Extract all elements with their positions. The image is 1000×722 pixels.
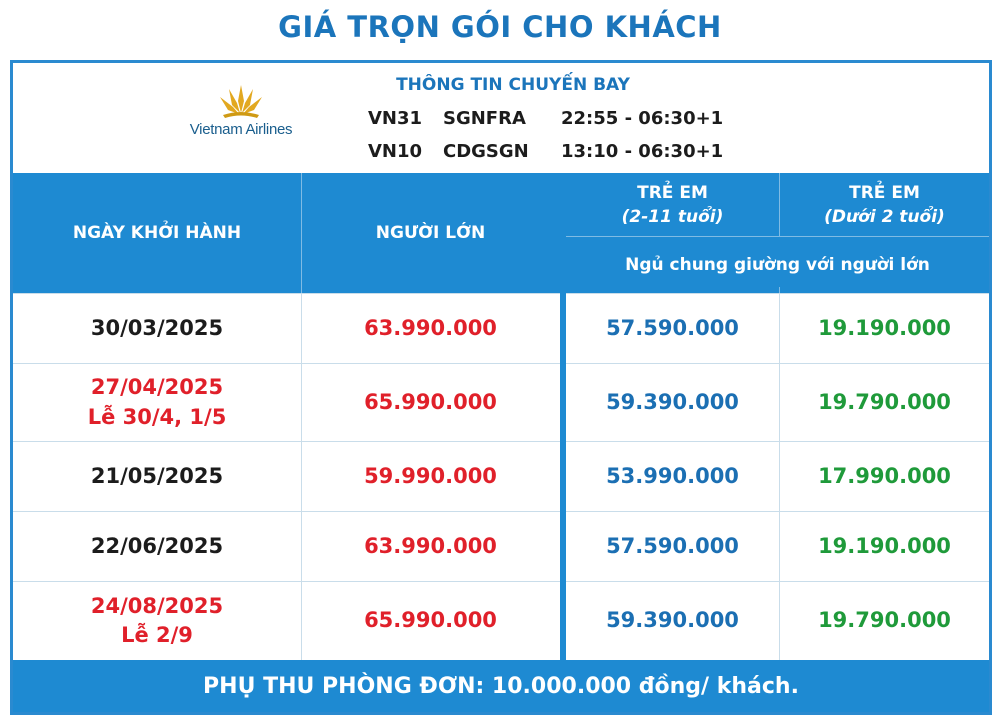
airline-logo xyxy=(171,83,311,153)
price-table-frame xyxy=(10,60,992,715)
table-row xyxy=(13,511,989,581)
header-sep xyxy=(566,236,989,237)
holiday-note: Lễ 2/9 xyxy=(121,623,193,647)
table-row xyxy=(13,581,989,660)
flight-route: SGNFRA xyxy=(443,108,526,129)
header-child-age: (2-11 tuổi) xyxy=(621,206,724,227)
header-sep xyxy=(779,173,780,236)
header-divider xyxy=(559,173,566,293)
date-cell xyxy=(13,294,301,363)
date: 27/04/2025 xyxy=(90,375,224,400)
flight-info xyxy=(13,63,989,173)
flight-code: VN31 xyxy=(368,108,423,129)
child-price: 53.990.000 xyxy=(606,463,739,488)
infant-price: 19.790.000 xyxy=(818,608,951,633)
header-shared-bed: Ngủ chung giường với người lớn xyxy=(566,237,989,293)
infant-price: 19.790.000 xyxy=(818,389,951,414)
child-price: 59.390.000 xyxy=(606,389,739,414)
page-title: GIÁ TRỌN GÓI CHO KHÁCH xyxy=(278,10,722,44)
date-cell xyxy=(13,364,301,441)
column-divider xyxy=(301,293,302,660)
date-cell xyxy=(13,512,301,581)
child-price: 57.590.000 xyxy=(606,315,739,340)
adult-price: 59.990.000 xyxy=(364,463,497,488)
flight-route: CDGSGN xyxy=(443,141,529,162)
header-infant xyxy=(780,173,989,236)
airline-name: Vietnam Airlines xyxy=(189,121,293,138)
single-room-surcharge: PHỤ THU PHÒNG ĐƠN: 10.000.000 đồng/ khách. xyxy=(13,660,989,712)
date: 30/03/2025 xyxy=(90,315,224,340)
date-cell xyxy=(13,582,301,660)
header-infant-age: (Dưới 2 tuổi) xyxy=(824,206,945,227)
adult-price: 63.990.000 xyxy=(364,533,497,558)
adult-price: 65.990.000 xyxy=(364,389,497,414)
column-divider-thick xyxy=(560,293,566,660)
table-row xyxy=(13,363,989,441)
header-adult: NGƯỜI LỚN xyxy=(302,173,559,293)
adult-price: 63.990.000 xyxy=(364,315,497,340)
header-child-title: TRẺ EM xyxy=(637,182,708,203)
child-price: 59.390.000 xyxy=(606,608,739,633)
header-sep xyxy=(301,173,302,293)
header-infant-title: TRẺ EM xyxy=(849,182,920,203)
flight-time: 22:55 - 06:30+1 xyxy=(561,108,724,129)
table-row xyxy=(13,441,989,511)
header-child xyxy=(566,173,779,236)
child-price: 57.590.000 xyxy=(606,533,739,558)
infant-price: 19.190.000 xyxy=(818,315,951,340)
lotus-logo-icon xyxy=(217,83,265,121)
column-divider xyxy=(779,293,780,660)
date-cell xyxy=(13,442,301,511)
holiday-note: Lễ 30/4, 1/5 xyxy=(87,404,227,429)
header-departure: NGÀY KHỞI HÀNH xyxy=(13,173,301,293)
adult-price: 65.990.000 xyxy=(364,608,497,633)
infant-price: 17.990.000 xyxy=(818,463,951,488)
flight-code: VN10 xyxy=(368,141,423,162)
infant-price: 19.190.000 xyxy=(818,533,951,558)
date: 21/05/2025 xyxy=(90,463,224,488)
flight-info-heading: THÔNG TIN CHUYẾN BAY xyxy=(396,75,630,95)
date: 24/08/2025 xyxy=(90,593,224,618)
flight-time: 13:10 - 06:30+1 xyxy=(561,141,724,162)
date: 22/06/2025 xyxy=(90,533,224,558)
table-row xyxy=(13,293,989,363)
